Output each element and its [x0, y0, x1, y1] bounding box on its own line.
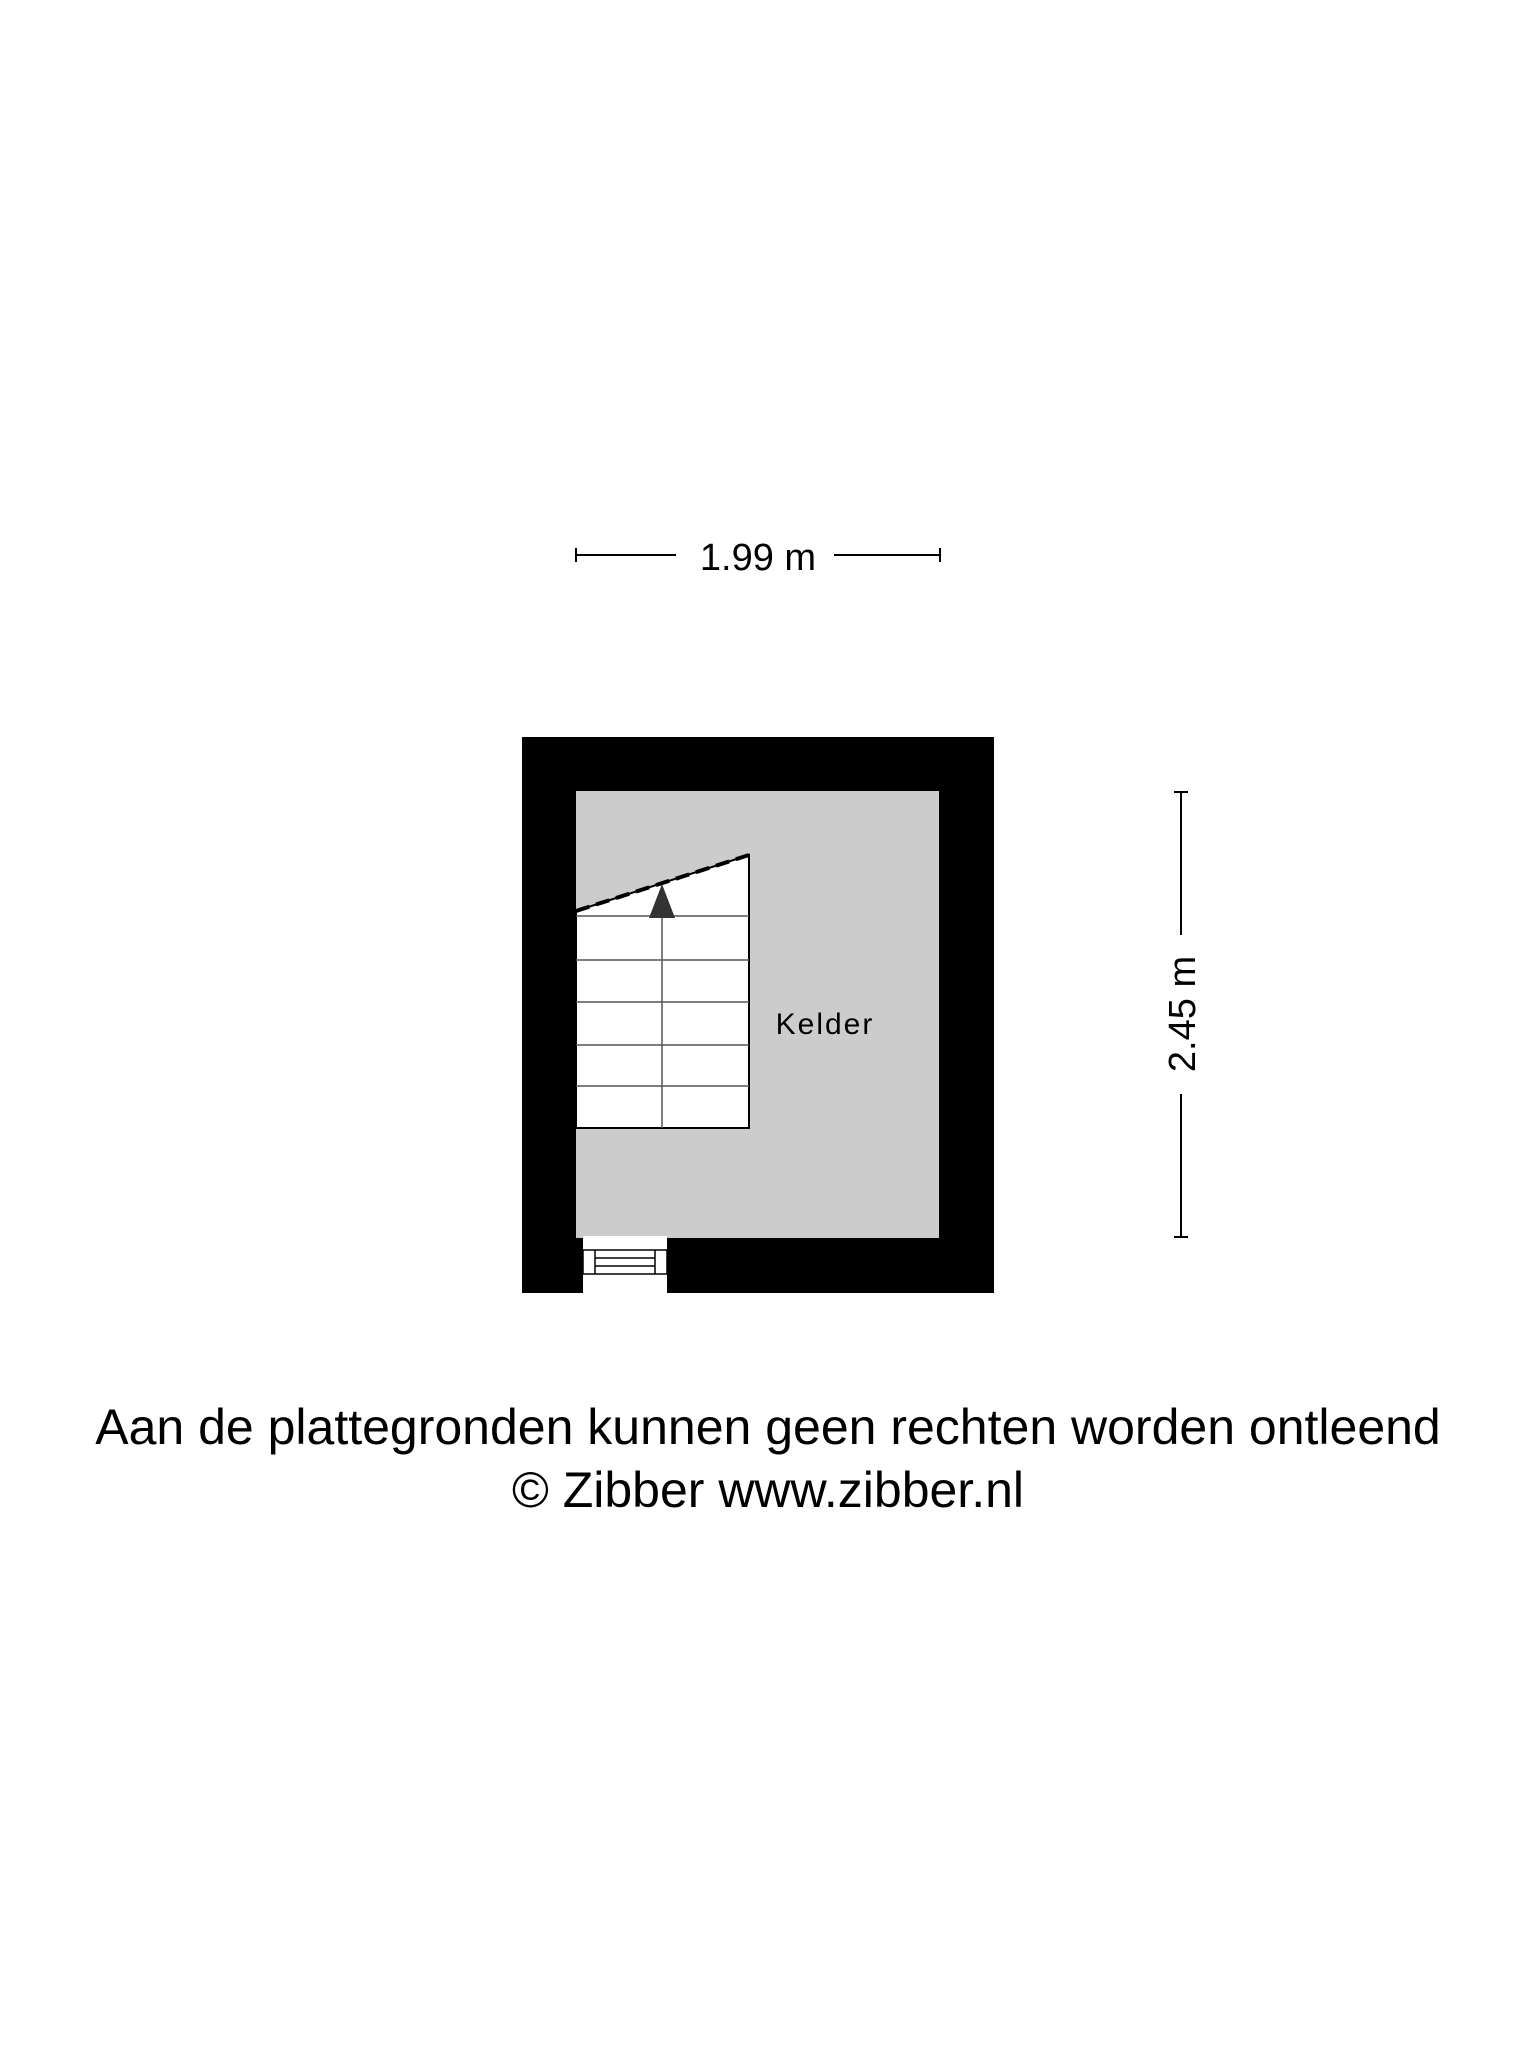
room-label: Kelder — [775, 1008, 875, 1041]
disclaimer-text: Aan de plattegronden kunnen geen rechten worden ontleend — [95, 1399, 1441, 1455]
door-opening — [583, 1236, 667, 1293]
width-dimension-label: 1.99 m — [699, 537, 817, 579]
copyright-text: © Zibber www.zibber.nl — [511, 1462, 1025, 1518]
height-dimension-label: 2.45 m — [1162, 955, 1204, 1073]
width-dimension — [576, 537, 940, 579]
height-dimension — [1162, 792, 1204, 1237]
